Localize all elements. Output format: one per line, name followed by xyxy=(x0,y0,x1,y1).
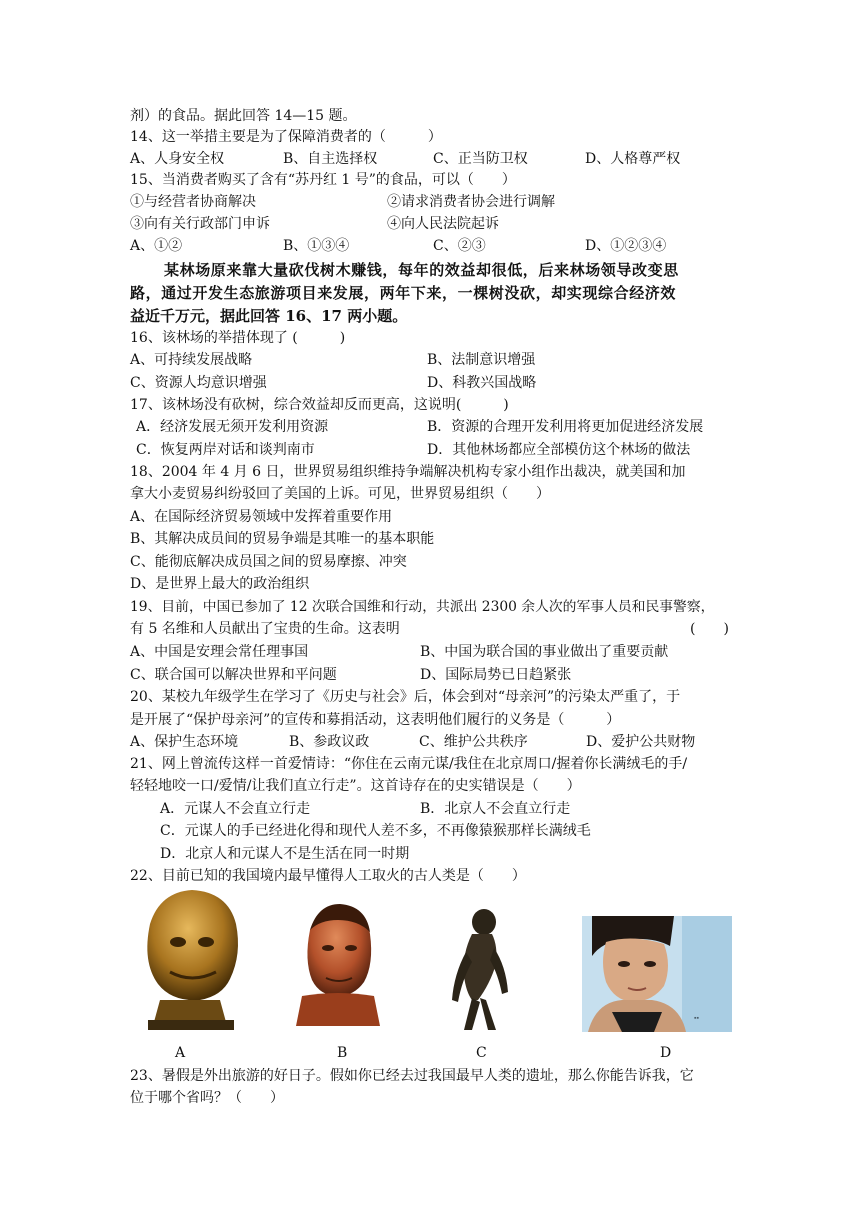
image-d-portrait-photo xyxy=(582,916,732,1032)
question-21-line-1: 21、网上曾流传这样一首爱情诗：“你住在云南元谋/我住在北京周口/握着你长满绒毛的手/ xyxy=(130,756,688,772)
image-c-hominid-figure xyxy=(440,904,522,1034)
option-21d: D．北京人和元谋人不是生活在同一时期 xyxy=(160,846,410,862)
option-15b: B、①③④ xyxy=(283,238,350,254)
question-14: 14、这一举措主要是为了保障消费者的（ ） xyxy=(130,129,442,145)
option-14a: A、人身安全权 xyxy=(130,151,225,167)
option-17b: B．资源的合理开发利用将更加促进经济发展 xyxy=(427,419,704,435)
question-23-line-2: 位于哪个省吗？（ ） xyxy=(130,1090,284,1106)
option-17d: D．其他林场都应全部模仿这个林场的做法 xyxy=(427,442,691,458)
passage-line-2: 路，通过开发生态旅游项目来发展，两年下来，一棵树没砍，却实现综合经济效 xyxy=(130,284,677,302)
option-20c: C、维护公共秩序 xyxy=(419,734,528,750)
option-17c: C．恢复两岸对话和谈判南市 xyxy=(136,442,315,458)
question-18-line-1: 18、2004 年 4 月 6 日，世界贸易组织维持争端解决机构专家小组作出裁决，就美国和加 xyxy=(130,464,686,480)
option-19d: D、国际局势已日趋紧张 xyxy=(420,667,572,683)
option-15d: D、①②③④ xyxy=(585,238,667,254)
caption-c: C xyxy=(476,1045,487,1061)
option-19b: B、中国为联合国的事业做出了重要贡献 xyxy=(420,644,669,660)
option-16b: B、法制意识增强 xyxy=(427,352,536,368)
caption-b: B xyxy=(337,1045,348,1061)
option-21a: A．元谋人不会直立行走 xyxy=(160,801,311,817)
image-a-ape-man-bust xyxy=(130,884,248,1032)
question-20-line-2: 是开展了“保护母亲河”的宣传和募捐活动，这表明他们履行的义务是（ ） xyxy=(130,712,621,728)
question-19-line-1: 19、目前，中国已参加了 12 次联合国维和行动，共派出 2300 余人次的军事人员和民事警察， xyxy=(130,599,715,615)
question-16: 16、该林场的举措体现了 ( ) xyxy=(130,330,346,346)
option-16c: C、资源人均意识增强 xyxy=(130,375,267,391)
question-20-line-1: 20、某校九年级学生在学习了《历史与社会》后，体会到对“母亲河”的污染太严重了，于 xyxy=(130,689,681,705)
option-19a: A、中国是安理会常任理事国 xyxy=(130,644,309,660)
passage-line-1: 某林场原来靠大量砍伐树木赚钱，每年的效益却很低，后来林场领导改变思 xyxy=(164,261,679,279)
question-21-line-2: 轻轻地咬一口/爱情/让我们直立行走”。这首诗存在的史实错误是（ ） xyxy=(130,778,581,794)
option-14d: D、人格尊严权 xyxy=(585,151,681,167)
option-14b: B、自主选择权 xyxy=(283,151,378,167)
question-19-line-2: 有 5 名维和人员献出了宝贵的生命。这表明 xyxy=(130,621,400,637)
option-20b: B、参政议政 xyxy=(289,734,370,750)
question-18-line-2: 拿大小麦贸易纠纷驳回了美国的上诉。可见，世界贸易组织（ ） xyxy=(130,486,550,502)
caption-d: D xyxy=(660,1045,672,1061)
option-19c: C、联合国可以解决世界和平问题 xyxy=(130,667,337,683)
statement-15-1: ①与经营者协商解决 xyxy=(130,194,256,210)
option-15c: C、②③ xyxy=(433,238,486,254)
caption-a: A xyxy=(175,1045,186,1061)
option-18d: D、是世界上最大的政治组织 xyxy=(130,576,310,592)
image-b-human-bust xyxy=(288,900,388,1032)
question-19-paren: ( ) xyxy=(690,621,729,637)
option-17a: A．经济发展无须开发利用资源 xyxy=(136,419,329,435)
option-15a: A、①② xyxy=(130,238,183,254)
option-21c: C．元谋人的手已经进化得和现代人差不多，不再像猿猴那样长满绒毛 xyxy=(160,823,591,839)
option-16a: A、可持续发展战略 xyxy=(130,352,253,368)
option-20a: A、保护生态环境 xyxy=(130,734,239,750)
statement-15-3: ③向有关行政部门申诉 xyxy=(130,216,270,232)
question-15: 15、当消费者购买了含有“苏丹红 1 号”的食品，可以（ ） xyxy=(130,172,516,188)
statement-15-2: ②请求消费者协会进行调解 xyxy=(387,194,555,210)
option-21b: B．北京人不会直立行走 xyxy=(420,801,571,817)
option-18b: B、其解决成员间的贸易争端是其唯一的基本职能 xyxy=(130,531,435,547)
passage-line-3: 益近千万元，据此回答 16、17 两小题。 xyxy=(130,307,408,325)
option-14c: C、正当防卫权 xyxy=(433,151,528,167)
option-18c: C、能彻底解决成员国之间的贸易摩擦、冲突 xyxy=(130,554,407,570)
option-16d: D、科教兴国战略 xyxy=(427,375,537,391)
question-23-line-1: 23、暑假是外出旅游的好日子。假如你已经去过我国最早人类的遗址，那么你能告诉我，它 xyxy=(130,1068,694,1084)
option-20d: D、爱护公共财物 xyxy=(586,734,696,750)
question-17: 17、该林场没有砍树，综合效益却反而更高，这说明( ) xyxy=(130,397,509,413)
statement-15-4: ④向人民法院起诉 xyxy=(387,216,499,232)
question-22: 22、目前已知的我国境内最早懂得人工取火的古人类是（ ） xyxy=(130,868,526,884)
svg-text:▪▪: ▪▪ xyxy=(694,1015,699,1022)
option-18a: A、在国际经济贸易领域中发挥着重要作用 xyxy=(130,509,393,525)
intro-line: 剂）的食品。据此回答 14—15 题。 xyxy=(130,108,357,124)
